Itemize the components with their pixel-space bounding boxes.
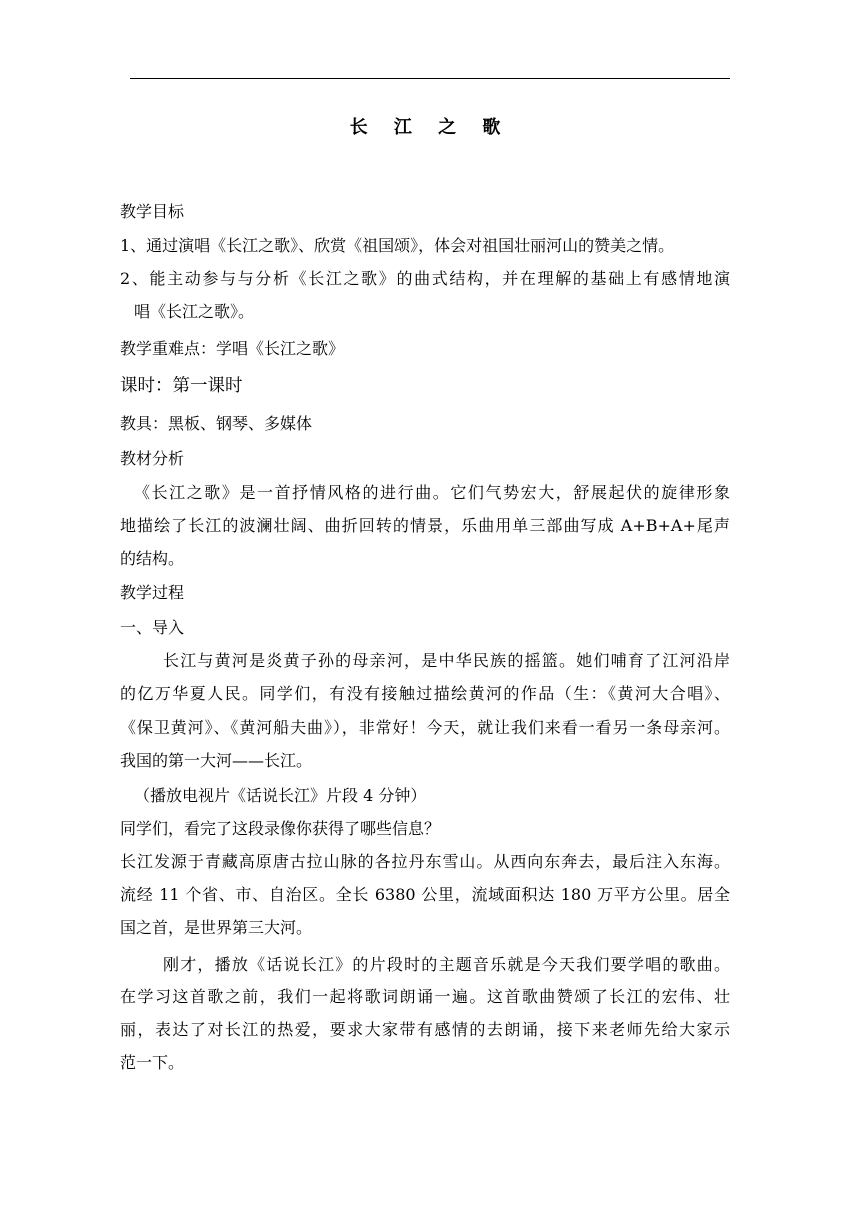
text-line: 教学过程	[120, 583, 185, 602]
text-line: 一、导入	[120, 618, 185, 637]
text-line: （播放电视片《话说长江》片段 4 分钟）	[134, 786, 427, 805]
text-line: 我国的第一大河——长江。	[120, 751, 313, 770]
text-line: 教学目标	[120, 202, 185, 221]
text-line: 长江与黄河是炎黄子孙的母亲河，是中华民族的摇篮。她们哺育了江河沿岸	[163, 651, 730, 670]
text-line: 范一下。	[120, 1053, 185, 1072]
text-line: 国之首，是世界第三大河。	[120, 918, 313, 937]
text-line: 流经 11 个省、市、自治区。全长 6380 公里，流域面积达 180 万平方公里。居全	[120, 885, 730, 904]
page-title: 长 江 之 歌	[349, 117, 511, 138]
text-line: 《保卫黄河》、《黄河船夫曲》），非常好！今天，就让我们来看一看另一条母亲河。	[120, 718, 730, 737]
text-line: 刚才，播放《话说长江》的片段时的主题音乐就是今天我们要学唱的歌曲。	[163, 955, 730, 974]
text-line: 在学习这首歌之前，我们一起将歌词朗诵一遍。这首歌曲赞颂了长江的宏伟、壮	[120, 987, 730, 1006]
header-rule	[130, 78, 730, 79]
text-line: 的结构。	[120, 549, 185, 568]
text-line: 唱《长江之歌》。	[134, 302, 255, 321]
text-line: 教材分析	[120, 449, 185, 468]
text-line: 课时：第一课时	[120, 376, 243, 396]
text-line: 长江发源于青藏高原唐古拉山脉的各拉丹东雪山。从西向东奔去，最后注入东海。	[120, 852, 730, 871]
text-line: 教具：黑板、钢琴、多媒体	[120, 414, 313, 433]
text-line: 2、能主动参与与分析《长江之歌》的曲式结构，并在理解的基础上有感情地演	[120, 269, 730, 288]
text-line: 1、通过演唱《长江之歌》、欣赏《祖国颂》，体会对祖国壮丽河山的赞美之情。	[120, 236, 675, 255]
text-line: 丽，表达了对长江的热爱，要求大家带有感情的去朗诵，接下来老师先给大家示	[120, 1020, 730, 1039]
text-line: 的亿万华夏人民。同学们，有没有接触过描绘黄河的作品（生：《黄河大合唱》、	[120, 684, 730, 703]
text-line: 《长江之歌》是一首抒情风格的进行曲。它们气势宏大，舒展起伏的旋律形象	[134, 483, 730, 502]
text-line: 同学们，看完了这段录像你获得了哪些信息？	[120, 819, 441, 838]
text-line: 地描绘了长江的波澜壮阔、曲折回转的情景，乐曲用单三部曲写成 A+B+A+尾声	[120, 516, 730, 535]
text-line: 教学重难点：学唱《长江之歌》	[120, 339, 345, 358]
